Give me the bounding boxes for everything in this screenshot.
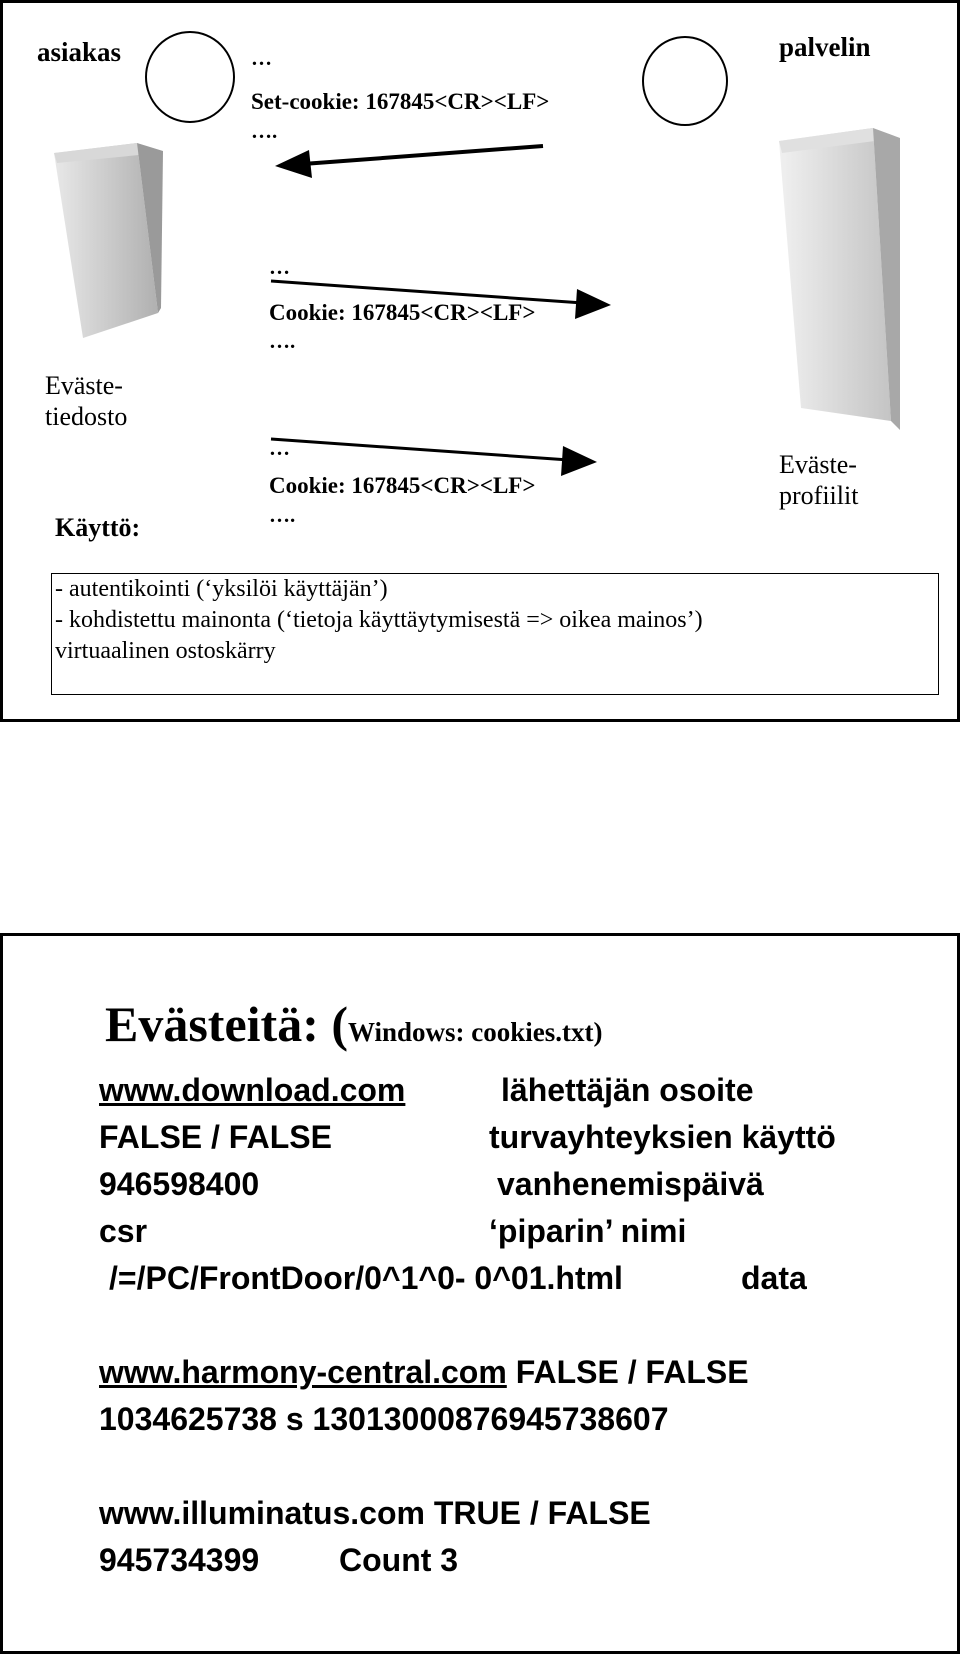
- cookie-3-expiry: 945734399: [99, 1542, 260, 1578]
- cookie-request-arrow-2: [271, 439, 597, 476]
- cookie-1-data-desc: data: [741, 1260, 807, 1296]
- set-cookie-header: Set-cookie: 167845<CR><LF>: [251, 89, 550, 114]
- server-label: palvelin: [779, 32, 871, 62]
- cookie-2-line-2: 1034625738 s 130130008769457386​07: [99, 1401, 669, 1437]
- server-storage-label-line-2: profiilit: [779, 481, 859, 510]
- slide-title: [105, 994, 603, 1062]
- set-cookie-arrow: [275, 146, 543, 178]
- cookie-1-name: csr: [99, 1213, 148, 1249]
- cookie-1-ellipsis-top: …: [269, 255, 290, 279]
- server-cookie-profile-pillar: [779, 128, 900, 430]
- client-storage-label-line-1: Eväste-: [45, 371, 123, 400]
- set-cookie-ellipsis-top: …: [251, 46, 272, 70]
- usage-item-shopping-cart: virtuaalinen ostoskärry: [55, 638, 276, 664]
- client-label: asiakas: [37, 37, 122, 67]
- client-node-circle: [146, 32, 234, 122]
- server-storage-label-line-1: Eväste-: [779, 450, 857, 479]
- usage-label: Käyttö:: [55, 513, 141, 542]
- cookie-3-value: Count 3: [339, 1542, 459, 1578]
- cookie-2-header: Cookie: 167845<CR><LF>: [269, 473, 536, 498]
- cookie-1-header: Cookie: 167845<CR><LF>: [269, 300, 536, 325]
- usage-list-box: [51, 573, 939, 695]
- client-storage-label-line-2: tiedosto: [45, 402, 128, 431]
- cookie-1-ellipsis-bottom: ….: [269, 329, 296, 353]
- slide-title-subtitle: Windows: cookies.txt): [348, 1017, 603, 1047]
- cookie-1-expiry: 946598400: [99, 1166, 260, 1202]
- cookie-1-domain: www.download.com: [99, 1072, 406, 1108]
- cookie-1-name-desc: ‘piparin’ nimi: [489, 1213, 687, 1249]
- cookie-1-flags-desc: turvayhteyksien käyttö: [489, 1119, 836, 1155]
- cookie-1-data: /=/PC/FrontDoor/0^1^0- 0^01.html: [109, 1260, 623, 1296]
- cookie-2-ellipsis-top: …: [269, 436, 290, 460]
- cookie-1-expiry-desc: vanhenemispäivä: [497, 1166, 764, 1202]
- usage-item-targeted-ads: - kohdistettu mainonta (‘tietoja käyttäytymisestä => oikea mainos’): [55, 607, 703, 633]
- client-storage-label: [45, 370, 127, 432]
- server-node-circle: [643, 37, 727, 125]
- cookie-1-domain-desc: lähettäjän osoite: [501, 1072, 754, 1108]
- cookie-2-domain: www.harmony-central.com: [99, 1354, 507, 1390]
- cookie-flow-slide: [0, 0, 960, 722]
- cookie-1-flags: FALSE / FALSE: [99, 1119, 332, 1155]
- cookie-2-line-1: [99, 1354, 749, 1391]
- set-cookie-ellipsis-bottom: ….: [251, 119, 278, 143]
- server-storage-label: [779, 449, 858, 511]
- cookie-2-ellipsis-bottom: ….: [269, 503, 296, 527]
- cookie-3-line-1: www.illuminatus.com TRUE / FALSE: [99, 1495, 651, 1531]
- client-cookie-file-pillar: [54, 143, 163, 338]
- slide-title-main: Evästeitä: (: [105, 996, 348, 1052]
- usage-item-authentication: - autentikointi (‘yksilöi käyttäjän’): [55, 576, 388, 602]
- cookie-file-slide: [0, 933, 960, 1654]
- cookie-2-flags: FALSE / FALSE: [515, 1354, 749, 1390]
